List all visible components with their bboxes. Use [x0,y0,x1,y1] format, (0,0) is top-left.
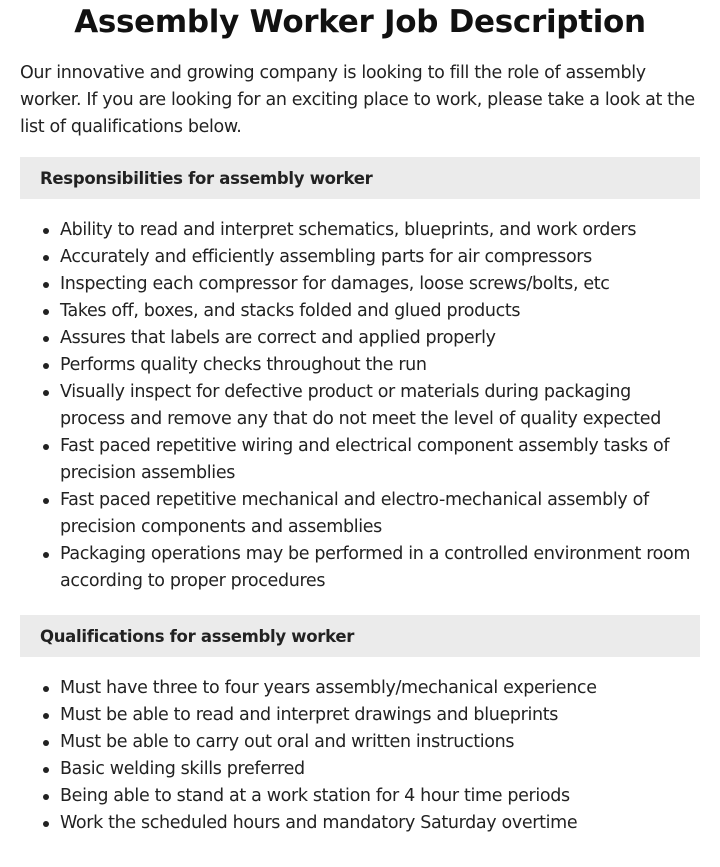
bullet-icon [43,282,49,288]
list-item [60,729,700,756]
bullet-icon [43,794,49,800]
bullet-icon [43,390,49,396]
list-item-text: Must be able to carry out oral and written instructions [60,732,515,752]
list-item-text: Ability to read and interpret schematics, blueprints, and work orders [60,220,637,240]
list-item [60,352,700,379]
qualifications-list [20,675,700,837]
bullet-icon [43,552,49,558]
bullet-icon [43,498,49,504]
list-item [60,433,700,487]
bullet-icon [43,336,49,342]
intro-paragraph: Our innovative and growing company is looking to fill the role of assembly worker. If you are looking for an exciting place to work, please take a look at the list of qualifications below. [20,63,695,137]
bullet-icon [43,228,49,234]
bullet-icon [43,444,49,450]
list-item-text: Assures that labels are correct and applied properly [60,328,496,348]
list-item-text: Being able to stand at a work station for 4 hour time periods [60,786,570,806]
responsibilities-list [20,217,700,595]
list-item [60,379,700,433]
list-item [60,541,700,595]
bullet-icon [43,309,49,315]
bullet-icon [43,255,49,261]
page-title: Assembly Worker Job Description [74,4,646,40]
bullet-icon [43,713,49,719]
list-item-text: Basic welding skills preferred [60,759,305,779]
list-item-text: Fast paced repetitive wiring and electrical component assembly tasks of precision assemblies [60,436,670,483]
list-item [60,487,700,541]
list-item [60,298,700,325]
list-item-text: Packaging operations may be performed in a controlled environment room according to proper procedures [60,544,691,591]
list-item-text: Takes off, boxes, and stacks folded and glued products [60,301,521,321]
list-item [60,810,700,837]
list-item [60,325,700,352]
bullet-icon [43,821,49,827]
list-item [60,217,700,244]
list-item-text: Fast paced repetitive mechanical and electro-mechanical assembly of precision components and assemblies [60,490,649,537]
bullet-icon [43,363,49,369]
bullet-icon [43,686,49,692]
list-item [60,244,700,271]
bullet-icon [43,767,49,773]
list-item [60,271,700,298]
list-item-text: Must be able to read and interpret drawings and blueprints [60,705,559,725]
list-item [60,702,700,729]
list-item-text: Work the scheduled hours and mandatory Saturday overtime [60,813,578,833]
list-item-text: Inspecting each compressor for damages, loose screws/bolts, etc [60,274,610,294]
list-item-text: Performs quality checks throughout the run [60,355,427,375]
list-item [60,783,700,810]
list-item-text: Visually inspect for defective product or materials during packaging process and remove any that do not meet the level of quality expected [60,382,661,429]
list-item-text: Accurately and efficiently assembling parts for air compressors [60,247,592,267]
list-item-text: Must have three to four years assembly/mechanical experience [60,678,597,698]
list-item [60,756,700,783]
bullet-icon [43,740,49,746]
list-item [60,675,700,702]
qualifications-heading: Qualifications for assembly worker [20,615,700,657]
responsibilities-heading: Responsibilities for assembly worker [20,157,700,199]
